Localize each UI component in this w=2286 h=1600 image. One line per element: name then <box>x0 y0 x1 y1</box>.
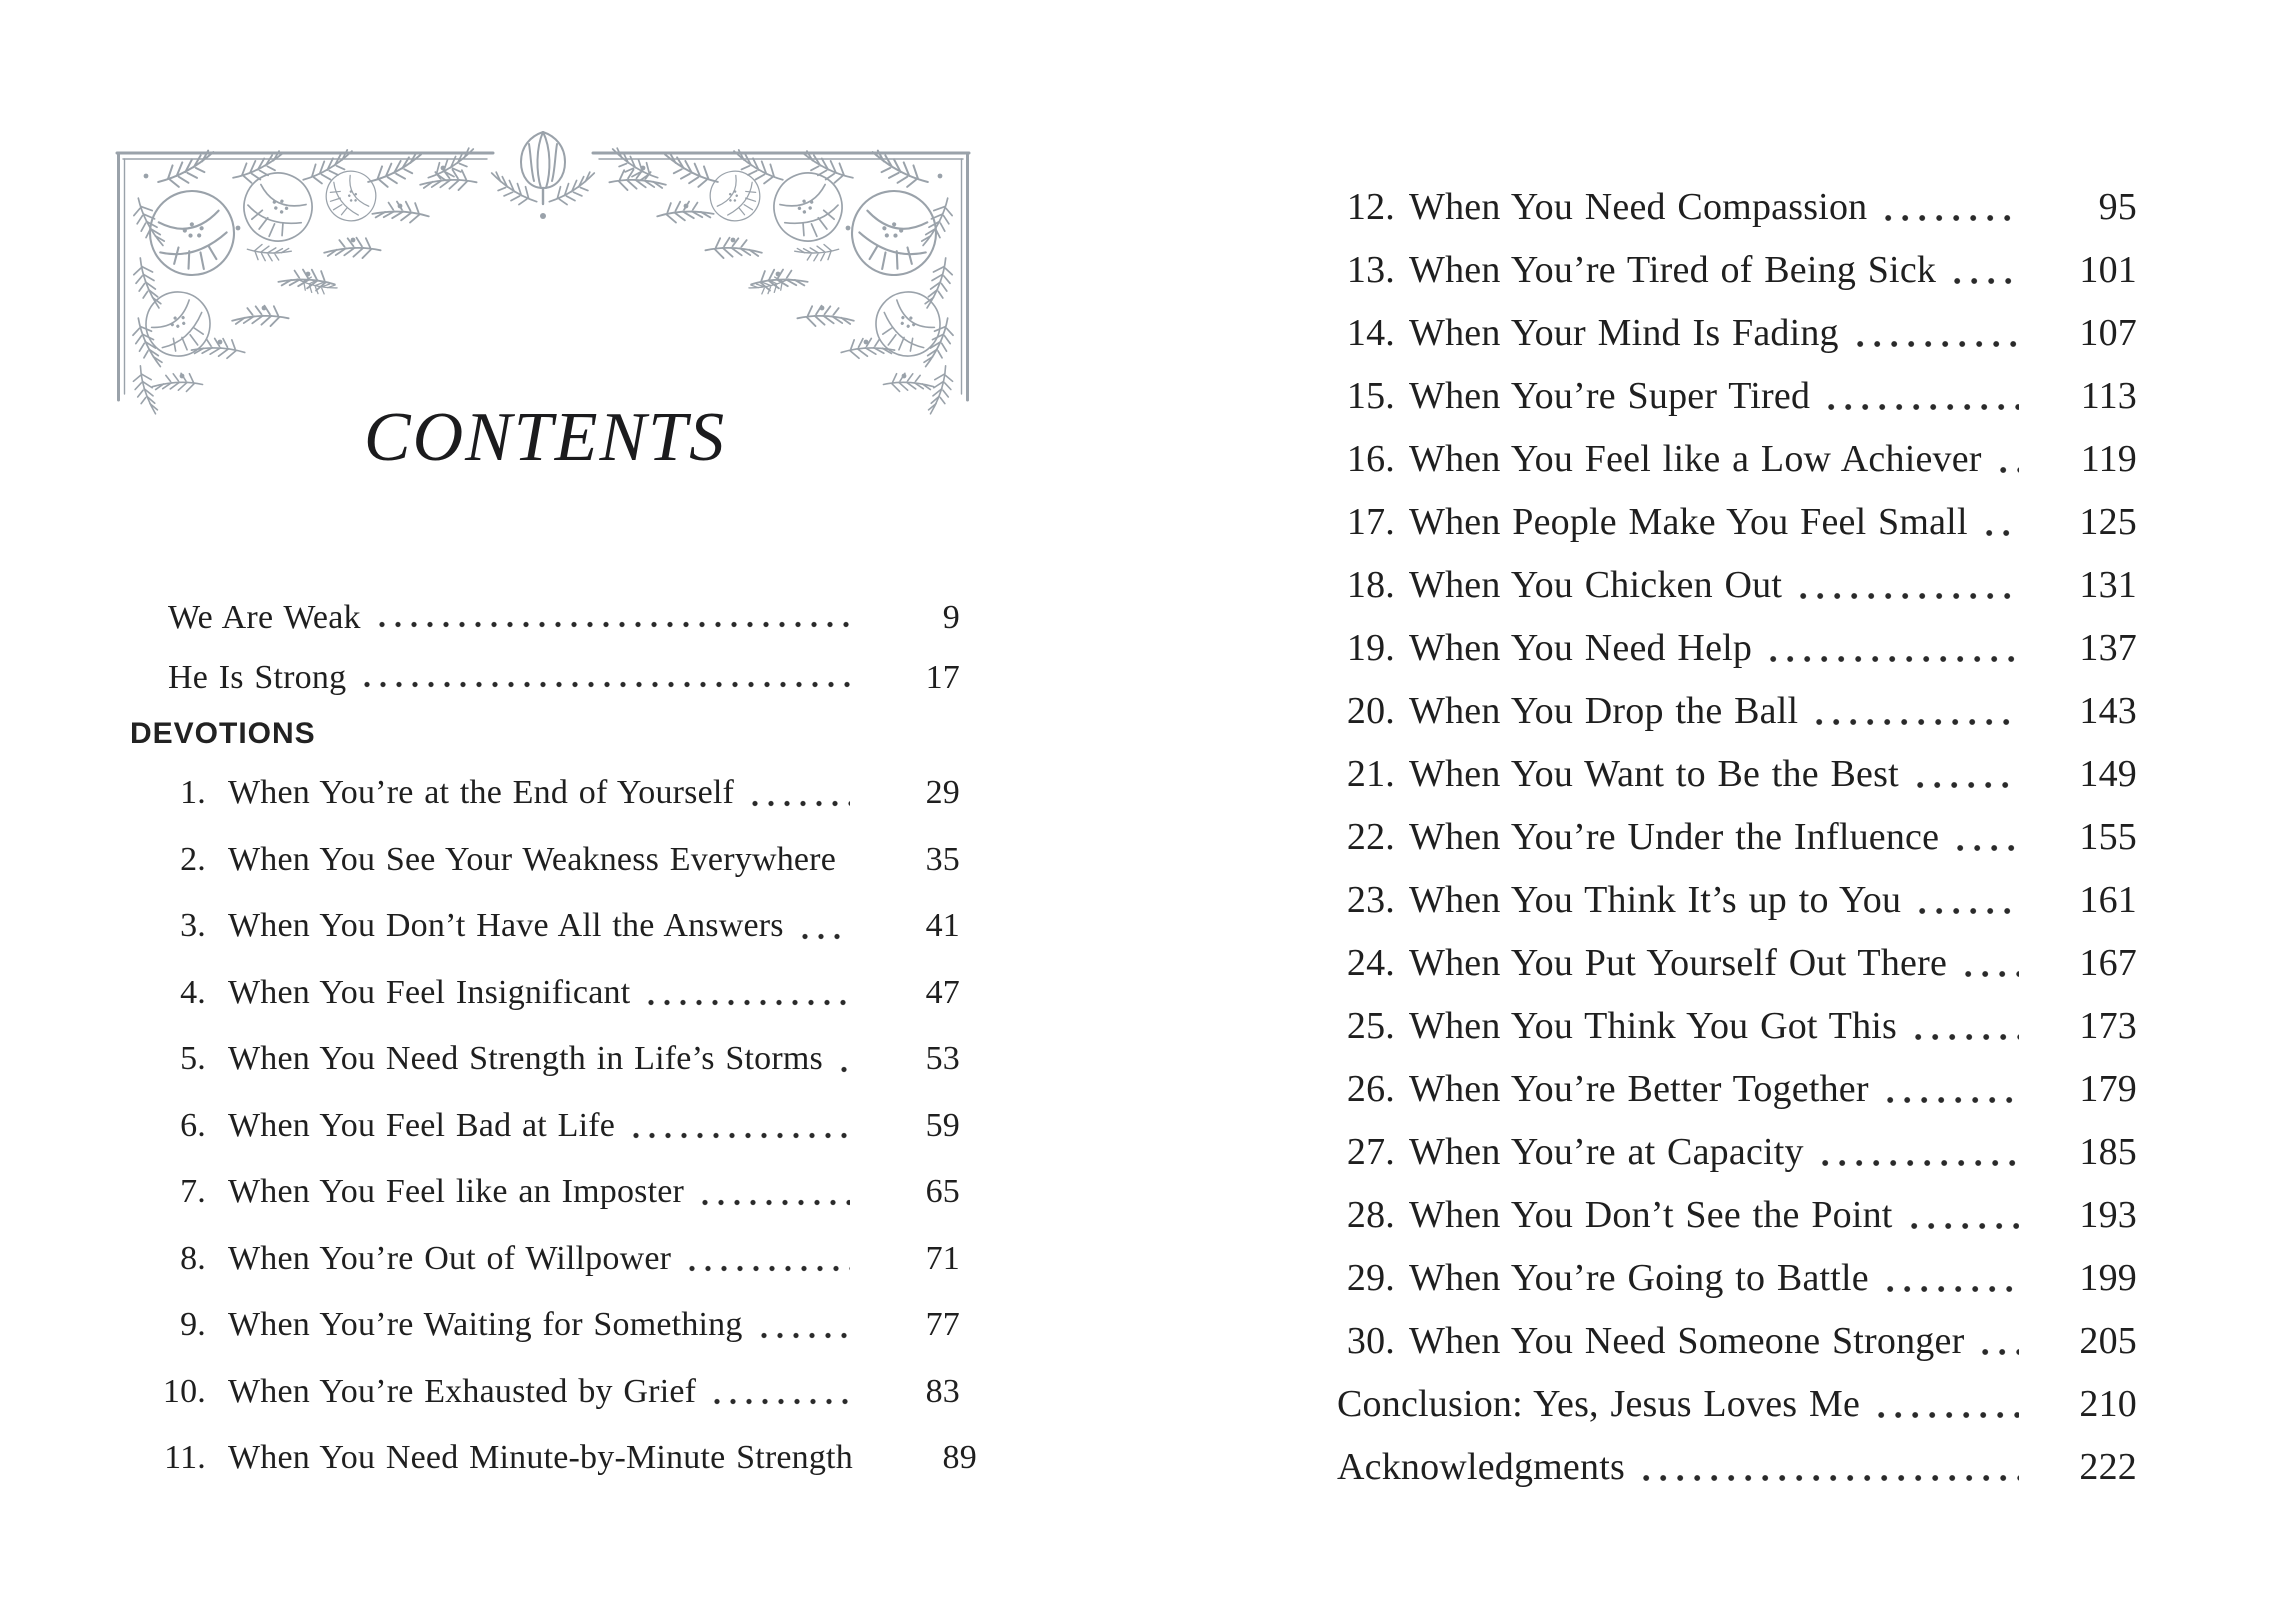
entry-title: When You’re Better Together <box>1409 1068 1869 1110</box>
entry-number: 30. <box>1346 1320 1395 1362</box>
page-number: 17 <box>925 659 960 696</box>
page-number: 59 <box>925 1106 960 1144</box>
toc-right-column <box>1337 176 2137 1499</box>
page-number: 47 <box>925 973 960 1011</box>
toc-entry <box>1337 176 2137 239</box>
toc-entry <box>130 827 960 894</box>
dot-leader <box>1818 1121 2019 1184</box>
entry-number: 9. <box>180 1306 206 1343</box>
page-number: 137 <box>2079 627 2137 669</box>
entry-title: Conclusion: Yes, Jesus Loves Me <box>1337 1383 1861 1425</box>
toc-entry <box>1337 806 2137 869</box>
dot-leader <box>685 1226 850 1293</box>
entry-title: When You Don’t Have All the Answers <box>228 907 784 944</box>
toc-entry <box>1337 1247 2137 1310</box>
page-number: 107 <box>2079 312 2137 354</box>
toc-back-matter-list <box>1337 1373 2137 1499</box>
toc-entry <box>1337 680 2137 743</box>
entry-title: When You Put Yourself Out There <box>1409 942 1948 984</box>
dot-leader <box>1978 1310 2019 1373</box>
entry-number: 21. <box>1346 753 1395 795</box>
toc-left-column <box>130 588 977 1492</box>
flower-bud-ornament-icon <box>487 132 599 219</box>
floral-border-ornament-icon <box>98 128 988 418</box>
entry-title: When You Feel like a Low Achiever <box>1409 438 1982 480</box>
entry-title: When You Need Someone Stronger <box>1409 1320 1965 1362</box>
entry-number: 7. <box>180 1173 206 1210</box>
toc-entry <box>1337 1373 2137 1436</box>
dot-leader <box>1982 491 2019 554</box>
entry-number: 12. <box>1346 186 1395 228</box>
page-number: 53 <box>925 1040 960 1077</box>
dot-leader <box>1883 1247 2019 1310</box>
page-number: 179 <box>2079 1068 2137 1110</box>
page-number: 9 <box>942 599 960 636</box>
entry-number: 13. <box>1346 249 1395 291</box>
page-number: 205 <box>2079 1320 2137 1362</box>
entry-title: When You’re Going to Battle <box>1409 1257 1869 1299</box>
page-number: 161 <box>2079 879 2137 921</box>
dot-leader <box>837 1026 850 1093</box>
dot-leader <box>1883 1058 2019 1121</box>
page-number: 95 <box>2098 186 2137 228</box>
dot-leader <box>629 1093 850 1160</box>
entry-number: 26. <box>1346 1068 1395 1110</box>
entry-title: When You Need Strength in Life’s Storms <box>228 1040 823 1077</box>
entry-number: 25. <box>1346 1005 1395 1047</box>
entry-title: When You’re at the End of Yourself <box>228 774 735 811</box>
dot-leader <box>710 1359 850 1426</box>
page-number: 83 <box>925 1372 960 1410</box>
toc-entry <box>1337 1184 2137 1247</box>
entry-number: 3. <box>180 907 206 944</box>
dot-leader <box>1812 680 2019 743</box>
entry-title: When You See Your Weakness Everywhere <box>228 840 837 878</box>
toc-entry <box>1337 1121 2137 1184</box>
entry-number: 16. <box>1346 438 1395 480</box>
toc-entry <box>1337 491 2137 554</box>
toc-entry <box>130 960 960 1027</box>
dot-leader <box>1911 995 2019 1058</box>
page-number: 210 <box>2079 1383 2137 1425</box>
dot-leader <box>1961 932 2019 995</box>
entry-title: When You Don’t See the Point <box>1409 1194 1893 1236</box>
entry-number: 5. <box>180 1040 206 1077</box>
dot-leader <box>1950 239 2019 302</box>
entry-title: When You Think It’s up to You <box>1409 879 1902 921</box>
toc-entry <box>1337 1058 2137 1121</box>
page-number: 101 <box>2079 249 2137 291</box>
entry-number: 4. <box>180 973 206 1011</box>
dot-leader <box>757 1292 850 1359</box>
toc-entry <box>1337 995 2137 1058</box>
toc-entry <box>130 588 960 648</box>
toc-entry <box>130 648 960 708</box>
entry-title: When You’re Exhausted by Grief <box>228 1372 697 1410</box>
entry-number: 22. <box>1346 816 1395 858</box>
toc-entry <box>1337 1310 2137 1373</box>
dot-leader <box>1915 869 2019 932</box>
page-number: 41 <box>925 907 960 944</box>
page-number: 167 <box>2079 942 2137 984</box>
entry-title: When You Feel Insignificant <box>228 973 631 1011</box>
dot-leader <box>698 1159 850 1226</box>
page-number: 119 <box>2080 438 2137 480</box>
dot-leader <box>644 960 850 1027</box>
toc-entry <box>1337 869 2137 932</box>
dot-leader <box>1996 428 2019 491</box>
page-number: 35 <box>925 840 961 878</box>
entry-title: When You Want to Be the Best <box>1409 753 1899 795</box>
page-number: 29 <box>925 774 960 811</box>
dot-leader <box>1824 365 2019 428</box>
entry-title: When You Feel like an Imposter <box>228 1173 685 1210</box>
entry-title: When You Chicken Out <box>1409 564 1783 606</box>
page-number: 65 <box>925 1173 960 1210</box>
page-number: 155 <box>2079 816 2137 858</box>
page-number: 173 <box>2079 1005 2137 1047</box>
dot-leader <box>1796 554 2019 617</box>
toc-front-matter-list <box>130 588 960 708</box>
page-number: 77 <box>925 1306 960 1343</box>
toc-entry <box>130 1159 960 1226</box>
entry-title: When You Need Minute-by-Minute Strength <box>228 1439 853 1476</box>
toc-devotions-list-right <box>1337 176 2137 1373</box>
dot-leader <box>798 893 850 960</box>
dot-leader <box>1639 1436 2019 1499</box>
toc-entry <box>1337 743 2137 806</box>
toc-entry <box>1337 428 2137 491</box>
page-number: 222 <box>2079 1446 2137 1488</box>
toc-entry <box>130 1226 960 1293</box>
toc-entry <box>1337 554 2137 617</box>
entry-number: 29. <box>1346 1257 1395 1299</box>
entry-title: We Are Weak <box>168 599 361 636</box>
dot-leader <box>1913 743 2019 806</box>
toc-entry <box>1337 365 2137 428</box>
entry-number: 2. <box>180 840 206 878</box>
page-number: 143 <box>2079 690 2137 732</box>
toc-entry <box>130 893 960 960</box>
entry-title: When You’re at Capacity <box>1409 1131 1804 1173</box>
toc-entry <box>130 1093 960 1160</box>
entry-number: 17. <box>1346 501 1395 543</box>
dot-leader <box>1766 617 2019 680</box>
toc-devotions-list-left <box>130 760 977 1492</box>
page-title: CONTENTS <box>363 399 727 476</box>
entry-title: When You Need Compassion <box>1409 186 1868 228</box>
toc-entry <box>130 1359 960 1426</box>
entry-title: When You Feel Bad at Life <box>228 1106 616 1144</box>
page-number: 185 <box>2079 1131 2137 1173</box>
section-heading-devotions: DEVOTIONS <box>130 717 316 750</box>
dot-leader <box>375 588 850 648</box>
dot-leader <box>360 648 850 708</box>
dot-leader <box>748 760 850 827</box>
page-number: 113 <box>2080 375 2137 417</box>
page-number: 131 <box>2079 564 2137 606</box>
dot-leader <box>1907 1184 2019 1247</box>
entry-title: He Is Strong <box>168 659 347 696</box>
entry-number: 19. <box>1346 627 1395 669</box>
toc-entry <box>130 1026 960 1093</box>
entry-title: When You’re Out of Willpower <box>228 1239 672 1277</box>
toc-entry <box>130 1425 977 1492</box>
dot-leader <box>1853 302 2019 365</box>
entry-number: 23. <box>1346 879 1395 921</box>
dot-leader <box>1953 806 2019 869</box>
toc-entry <box>1337 302 2137 365</box>
toc-entry <box>1337 239 2137 302</box>
dot-leader <box>1881 176 2019 239</box>
entry-title: When You Drop the Ball <box>1409 690 1799 732</box>
toc-entry <box>130 760 960 827</box>
entry-number: 15. <box>1346 375 1395 417</box>
entry-number: 18. <box>1346 564 1395 606</box>
entry-title: When You’re Under the Influence <box>1409 816 1940 858</box>
toc-entry <box>1337 1436 2137 1499</box>
entry-number: 10. <box>162 1372 206 1410</box>
entry-title: When You Need Help <box>1409 627 1753 669</box>
toc-entry <box>1337 617 2137 680</box>
page-number: 125 <box>2079 501 2137 543</box>
page-number: 89 <box>942 1439 977 1476</box>
entry-number: 20. <box>1346 690 1395 732</box>
entry-title: When You Think You Got This <box>1409 1005 1898 1047</box>
entry-title: When You’re Tired of Being Sick <box>1409 249 1937 291</box>
entry-title: When Your Mind Is Fading <box>1409 312 1839 354</box>
entry-title: Acknowledgments <box>1337 1446 1625 1488</box>
entry-number: 1. <box>180 774 206 811</box>
page-number: 193 <box>2079 1194 2137 1236</box>
page-number: 199 <box>2079 1257 2137 1299</box>
entry-number: 8. <box>180 1239 206 1277</box>
entry-number: 27. <box>1346 1131 1395 1173</box>
entry-number: 28. <box>1346 1194 1395 1236</box>
toc-entry <box>130 1292 960 1359</box>
dot-leader <box>1874 1373 2019 1436</box>
entry-number: 14. <box>1346 312 1395 354</box>
entry-title: When People Make You Feel Small <box>1409 501 1968 543</box>
entry-number: 11. <box>164 1439 206 1476</box>
entry-title: When You’re Super Tired <box>1409 375 1811 417</box>
page-number: 149 <box>2079 753 2137 795</box>
page-number: 71 <box>925 1239 960 1277</box>
entry-number: 24. <box>1346 942 1395 984</box>
entry-title: When You’re Waiting for Something <box>228 1306 743 1343</box>
toc-entry <box>1337 932 2137 995</box>
entry-number: 6. <box>180 1106 206 1144</box>
